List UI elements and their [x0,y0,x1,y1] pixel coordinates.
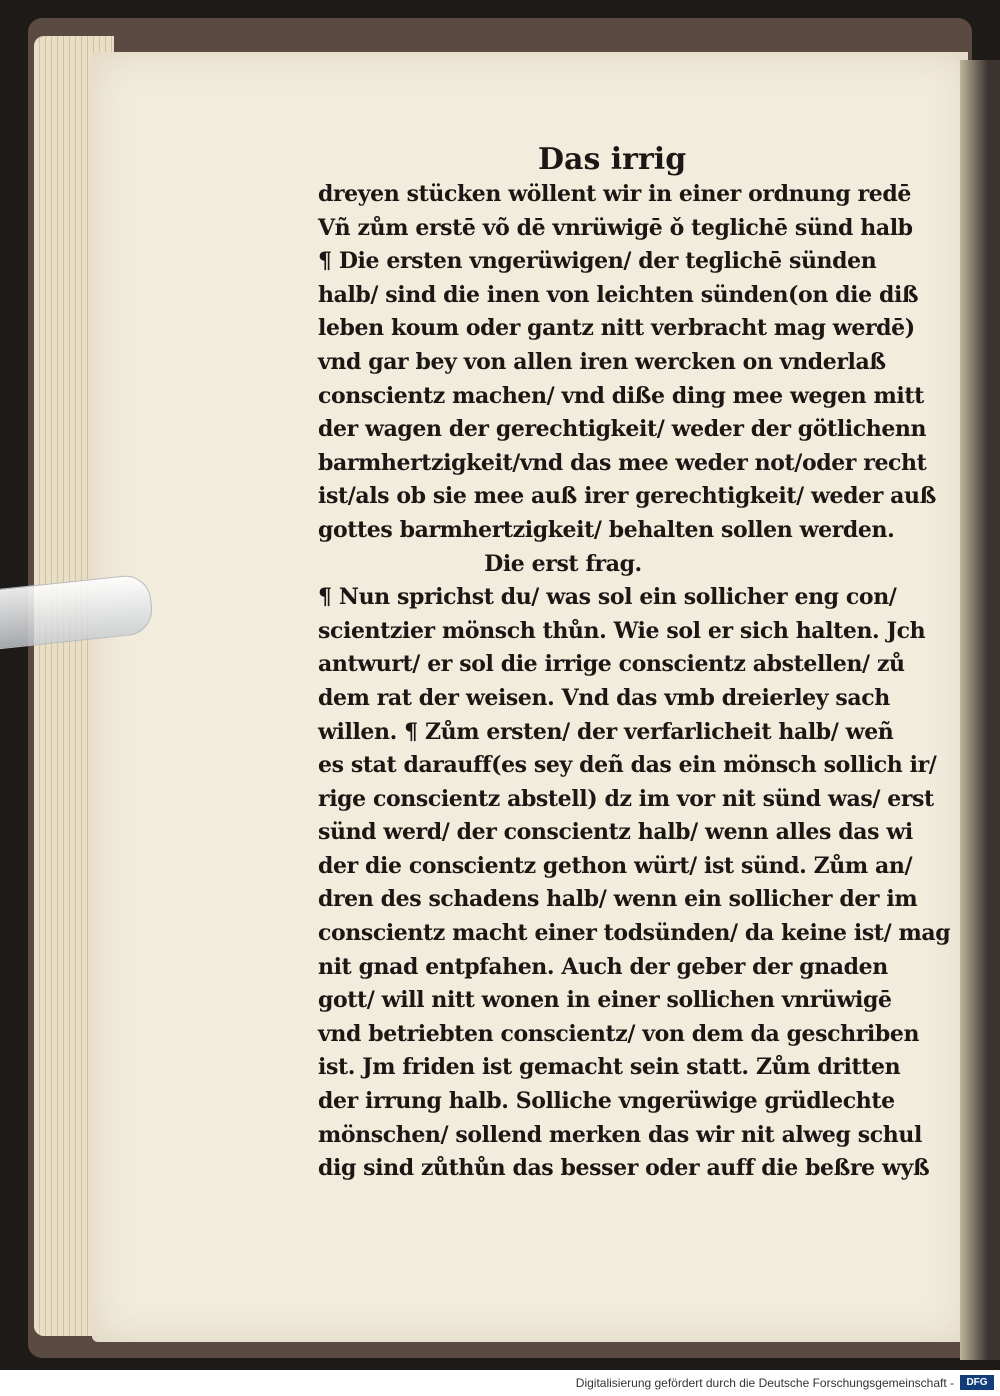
text-line: dem rat der weisen. Vnd das vmb dreierley sach [318,684,890,711]
text-line: leben koum oder gantz nitt verbracht mag werdē) [318,315,915,342]
text-line: antwurt/ er sol die irrige conscientz abstellen/ zů [318,651,905,678]
text-line: mönschen/ sollend merken das wir nit alweg schul [318,1121,922,1148]
text-line: vnd gar bey von allen iren wercken on vnderlaß [318,348,886,375]
text-line: barmhertzigkeit/vnd das mee weder not/oder recht [318,449,927,476]
text-line: conscientz machen/ vnd diße ding mee wegen mitt [318,382,924,409]
text-line: dig sind zůthůn das besser oder auff die beßre wyß [318,1155,930,1182]
text-line: der irrung halb. Solliche vngerüwige grüdlechte [318,1088,895,1115]
text-line: sünd werd/ der conscientz halb/ wenn alles das wi [318,819,913,846]
text-line: conscientz macht einer todsünden/ da keine ist/ mag [318,920,951,947]
text-block [318,178,951,1186]
text-line: der die conscientz gethon würt/ ist sünd. Zům an/ [318,852,913,879]
text-line: willen. ¶ Zům ersten/ der verfarlicheit halb/ weñ [318,718,894,745]
text-line: halb/ sind die inen von leichten sünden(on die diß [318,281,919,308]
text-line: vnd betriebten conscientz/ von dem da geschriben [318,1020,920,1047]
text-line: der wagen der gerechtigkeit/ weder der götlichenn [318,416,927,443]
text-line: dren des schadens halb/ wenn ein sollicher der im [318,886,918,913]
text-line: ist/als ob sie mee auß irer gerechtigkeit/ weder auß [318,483,936,510]
book-gutter [960,60,1000,1360]
text-line: rige conscientz abstell) dz im vor nit sünd was/ erst [318,785,934,812]
text-line: ist. Jm friden ist gemacht sein statt. Zům dritten [318,1054,901,1081]
text-line: gottes barmhertzigkeit/ behalten sollen werden. [318,516,895,543]
text-line: dreyen stücken wöllent wir in einer ordnung redē [318,181,911,207]
text-line: ¶ Die ersten vngerüwigen/ der teglichē sünden [318,248,877,275]
running-head: Das irrig [538,142,687,177]
footer-bar [0,1370,1000,1396]
text-line: nit gnad entpfahen. Auch der geber der gnaden [318,953,888,980]
text-line: gott/ will nitt wonen in einer sollichen vnrüwigē [318,987,892,1014]
text-line: es stat darauff(es sey deñ das ein mönsch sollich ir/ [318,752,937,779]
text-line: ¶ Nun sprichst du/ was sol ein sollicher eng con/ [318,584,897,611]
dfg-logo: DFG [960,1375,994,1390]
section-heading: Die erst frag. [484,550,642,577]
text-line: Vñ zům erstē võ dē vnrüwigē ǒ teglichē sünd halb [318,214,913,241]
text-line: scientzier mönsch thůn. Wie sol er sich halten. Jch [318,617,926,644]
funding-credit: Digitalisierung gefördert durch die Deutsche Forschungsgemeinschaft - [575,1376,954,1390]
